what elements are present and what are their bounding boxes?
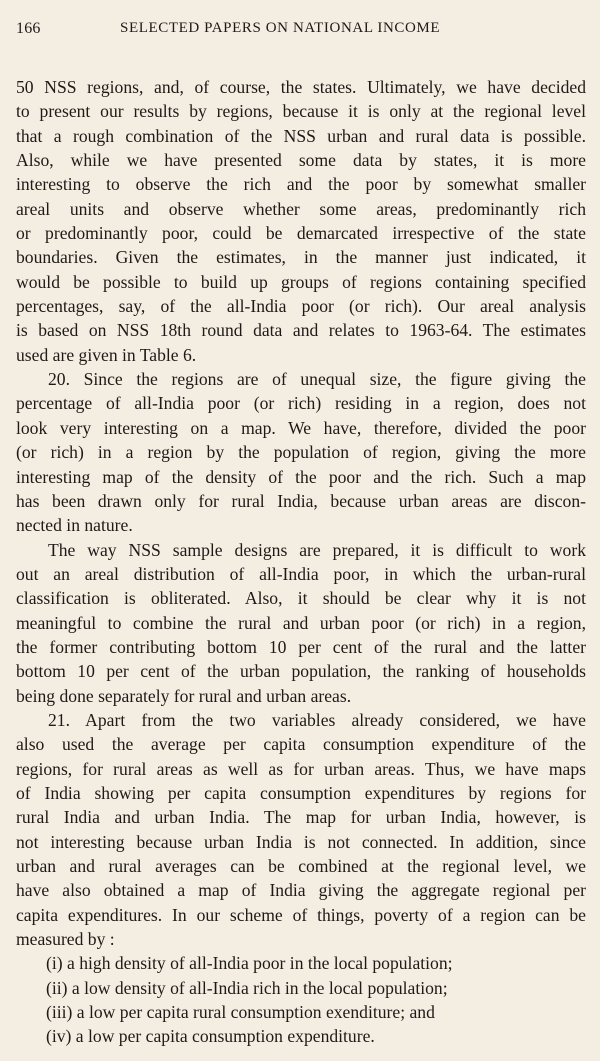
text-line: or predominantly poor, could be demarcated irrespective of the state bbox=[16, 223, 586, 244]
text-line: percentage of all-India poor (or rich) residing in a region, does not bbox=[16, 393, 586, 414]
text-line: (or rich) in a region by the population of region, giving the more bbox=[16, 442, 586, 463]
text-line: being done separately for rural and urban areas. bbox=[16, 685, 352, 706]
text-line: Also, while we have presented some data by states, it is more bbox=[16, 150, 586, 171]
text-line: to present our results by regions, because it is only at the regional level bbox=[16, 101, 586, 122]
text-line: would be possible to build up groups of regions containing specified bbox=[16, 271, 586, 292]
page-number: 166 bbox=[16, 20, 41, 37]
list-item: (iii) a low per capita rural consumption exenditure; and bbox=[46, 1002, 435, 1023]
text-line: nected in nature. bbox=[16, 515, 133, 536]
list-item: (ii) a low density of all-India rich in the local population; bbox=[46, 977, 448, 998]
text-line: interesting map of the density of the poor and the rich. Such a map bbox=[16, 466, 586, 487]
text-line: also used the average per capita consumption expenditure of the bbox=[16, 734, 586, 755]
text-line: that a rough combination of the NSS urban and rural data is possible. bbox=[16, 125, 586, 146]
text-line: not interesting because urban India is not connected. In addition, since bbox=[16, 831, 586, 852]
text-line: classification is obliterated. Also, it should be clear why it is not bbox=[16, 588, 586, 609]
running-title: SELECTED PAPERS ON NATIONAL INCOME bbox=[120, 20, 441, 36]
text-line: urban and rural averages can be combined at the regional level, we bbox=[16, 856, 586, 876]
list-item: (iv) a low per capita consumption expenditure. bbox=[46, 1026, 375, 1047]
text-line: bottom 10 per cent of the urban population, the ranking of households bbox=[16, 661, 586, 682]
list-item: (i) a high density of all-India poor in the local population; bbox=[46, 953, 453, 974]
text-line: rural India and urban India. The map for urban India, however, is bbox=[16, 807, 586, 828]
text-line: areal units and observe whether some areas, predominantly rich bbox=[16, 198, 586, 219]
running-head bbox=[16, 20, 586, 42]
text-line: out an areal distribution of all-India poor, in which the urban-rural bbox=[16, 563, 586, 584]
text-line: have also obtained a map of India giving the aggregate regional per bbox=[16, 880, 586, 901]
body-text bbox=[16, 75, 586, 1049]
text-line: of India showing per capita consumption expenditures by regions for bbox=[16, 782, 586, 803]
text-line: look very interesting on a map. We have, therefore, divided the poor bbox=[16, 417, 586, 438]
text-line: 20. Since the regions are of unequal size, the figure giving the bbox=[48, 369, 586, 390]
text-line: has been drawn only for rural India, because urban areas are discon- bbox=[16, 490, 586, 511]
text-line: 21. Apart from the two variables already considered, we have bbox=[48, 709, 586, 730]
text-line: boundaries. Given the estimates, in the manner just indicated, it bbox=[16, 247, 586, 268]
text-line: meaningful to combine the rural and urban poor (or rich) in a region, bbox=[16, 612, 586, 633]
text-line: used are given in Table 6. bbox=[16, 344, 197, 365]
text-line: measured by : bbox=[16, 929, 115, 950]
text-line: percentages, say, of the all-India poor (or rich). Our areal analysis bbox=[16, 296, 586, 317]
text-line: regions, for rural areas as well as for urban areas. Thus, we have maps bbox=[16, 758, 586, 779]
text-line: capita expenditures. In our scheme of things, poverty of a region can be bbox=[16, 904, 586, 925]
text-line: is based on NSS 18th round data and relates to 1963-64. The estimates bbox=[16, 320, 586, 341]
text-line: The way NSS sample designs are prepared, it is difficult to work bbox=[48, 539, 586, 560]
text-line: interesting to observe the rich and the poor by somewhat smaller bbox=[16, 174, 586, 195]
text-line: the former contributing bottom 10 per cent of the rural and the latter bbox=[16, 636, 586, 657]
text-line: 50 NSS regions, and, of course, the states. Ultimately, we have decided bbox=[16, 77, 586, 97]
